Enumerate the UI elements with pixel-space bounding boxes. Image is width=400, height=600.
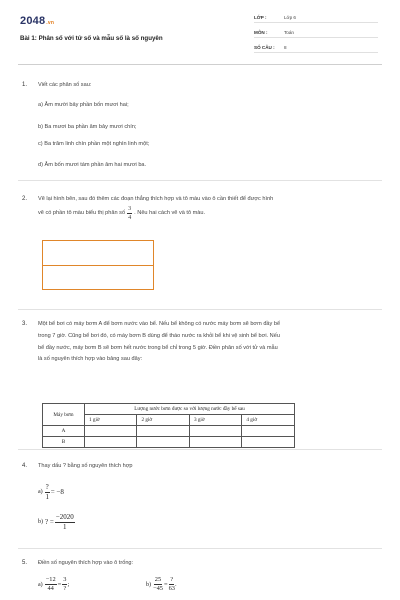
q4-b-numerator: −2020 bbox=[55, 513, 74, 521]
q1-item-b: b) Ba mươi ba phần âm bảy mươi chín; bbox=[38, 124, 137, 130]
q5-b-num-left: 25 bbox=[154, 576, 162, 583]
q5-b-equals: = bbox=[164, 581, 168, 589]
meta-class-value: Lớp 6 bbox=[284, 15, 296, 20]
q4-a-numerator: ? bbox=[45, 483, 49, 491]
q4-a-rhs: = −8 bbox=[50, 488, 64, 497]
table-corner-header: Máy bơm bbox=[43, 404, 85, 426]
q5-b-num-right: ? bbox=[170, 576, 174, 583]
q4-a-fraction bbox=[45, 484, 50, 501]
table-col-3h: 3 giờ bbox=[189, 415, 241, 426]
site-logo[interactable] bbox=[20, 15, 54, 27]
q4-a-denominator: 1 bbox=[45, 492, 49, 501]
q5-part-b bbox=[146, 577, 177, 592]
q2-fraction-numerator: 3 bbox=[128, 205, 132, 212]
q3-line4: là số nguyên thích hợp vào bảng sau đây: bbox=[38, 356, 143, 362]
q5-b-end: . bbox=[175, 581, 177, 589]
q5-a-label: a) bbox=[38, 581, 43, 588]
q5-a-den-left: 44 bbox=[47, 584, 54, 592]
pump-table bbox=[42, 403, 295, 448]
q4-prompt: Thay dấu ? bằng số nguyên thích hợp bbox=[38, 463, 133, 469]
meta-class bbox=[254, 12, 378, 23]
q4-b-label: b) bbox=[38, 519, 43, 526]
header-divider bbox=[18, 64, 382, 65]
q2-figure-midline bbox=[43, 265, 153, 266]
table-col-1h: 1 giờ bbox=[85, 415, 137, 426]
table-cell[interactable] bbox=[242, 437, 295, 448]
q3-line3: bể đầy nước, máy bơm B sẽ bơm hết nước trong bể chỉ trong 5 giờ. Điền phân số với tử và mẫu bbox=[38, 345, 278, 351]
q4-b-lhs: ? = bbox=[45, 518, 54, 527]
q2-fraction bbox=[127, 206, 132, 221]
q3-divider bbox=[18, 449, 382, 450]
logo-suffix: .vn bbox=[46, 20, 55, 26]
table-row-a-label: A bbox=[43, 426, 85, 437]
q5-part-a bbox=[38, 577, 69, 592]
q4-divider bbox=[18, 548, 382, 549]
table-cell[interactable] bbox=[242, 426, 295, 437]
meta-count-value: 8 bbox=[284, 45, 287, 50]
table-row-b-label: B bbox=[43, 437, 85, 448]
q5-b-fraction-left bbox=[153, 577, 163, 592]
q2-line1: Vẽ lại hình bên, sau đó thêm các đoạn thẳng thích hợp và tô màu vào ô cần thiết để được hình bbox=[38, 196, 274, 202]
q2-line2-after: . Nêu hai cách vẽ và tô màu. bbox=[134, 210, 206, 217]
meta-count-label: SỐ CÂU : bbox=[254, 45, 275, 50]
q2-divider bbox=[18, 309, 382, 310]
meta-class-label: LỚP : bbox=[254, 15, 267, 20]
q1-item-a: a) Âm mười bảy phần bốn mươi hai; bbox=[38, 102, 129, 108]
q5-a-num-left: −12 bbox=[45, 576, 56, 583]
q5-a-equals: = bbox=[57, 581, 62, 589]
q1-number: 1. bbox=[22, 82, 28, 88]
q2-number: 2. bbox=[22, 196, 28, 202]
table-cell[interactable] bbox=[137, 426, 189, 437]
table-col-2h: 2 giờ bbox=[137, 415, 189, 426]
q5-b-den-left: −45 bbox=[153, 584, 163, 592]
meta-subject-label: MÔN : bbox=[254, 30, 268, 35]
meta-subject bbox=[254, 27, 378, 38]
q4-a-label: a) bbox=[38, 489, 43, 496]
table-col-4h: 4 giờ bbox=[242, 415, 295, 426]
q5-b-label: b) bbox=[146, 581, 151, 588]
q4-part-a bbox=[38, 484, 64, 501]
meta-question-count bbox=[254, 42, 378, 53]
q4-part-b bbox=[38, 514, 75, 531]
q3-line1: Một bể bơi có máy bơm A để bơm nước vào bể. Nếu bể không có nước máy bơm sẽ bơm đầy bể bbox=[38, 321, 281, 327]
table-group-header: Lượng nước bơm được so với lượng nước đầy bể sau bbox=[85, 404, 295, 415]
q2-line2-before: vẽ có phần tô màu biểu thị phân số bbox=[38, 210, 126, 217]
q2-figure-rectangle bbox=[42, 240, 154, 290]
table-cell[interactable] bbox=[137, 437, 189, 448]
q5-a-den-right: ? bbox=[63, 584, 67, 592]
q5-number: 5. bbox=[22, 560, 28, 566]
worksheet-header bbox=[0, 0, 400, 64]
q4-b-fraction bbox=[55, 514, 75, 531]
lesson-title: Bài 1: Phân số với tử số và mẫu số là số nguyên bbox=[20, 35, 163, 42]
table-cell[interactable] bbox=[189, 437, 241, 448]
q3-number: 3. bbox=[22, 321, 28, 327]
table-cell[interactable] bbox=[85, 426, 137, 437]
q5-a-end: ; bbox=[67, 581, 70, 589]
q1-divider bbox=[18, 180, 382, 181]
logo-text: 2048 bbox=[20, 15, 46, 27]
q1-prompt: Viết các phân số sau: bbox=[38, 82, 92, 88]
q5-a-fraction-left bbox=[45, 577, 57, 592]
q5-prompt: Điền số nguyên thích hợp vào ô trống: bbox=[38, 560, 134, 566]
q1-item-d: d) Âm bốn mươi tám phần âm hai mươi ba. bbox=[38, 162, 147, 168]
q2-line2 bbox=[38, 206, 205, 221]
table-row bbox=[43, 426, 295, 437]
table-row bbox=[43, 437, 295, 448]
q5-a-num-right: 3 bbox=[63, 576, 67, 583]
q5-b-den-right: 63 bbox=[168, 584, 175, 592]
q4-b-denominator: 1 bbox=[63, 522, 67, 531]
q2-fraction-denominator: 4 bbox=[128, 213, 132, 221]
q4-number: 4. bbox=[22, 463, 28, 469]
q1-item-c: c) Ba trăm linh chín phần một nghìn linh một; bbox=[38, 141, 150, 147]
q3-line2: trong 7 giờ. Cũng bể bơi đó, có máy bơm B dùng để tháo nước ra khỏi bể khi vệ sinh bể bơi. Nếu bbox=[38, 333, 280, 339]
table-cell[interactable] bbox=[85, 437, 137, 448]
table-cell[interactable] bbox=[189, 426, 241, 437]
meta-subject-value: Toán bbox=[284, 30, 294, 35]
